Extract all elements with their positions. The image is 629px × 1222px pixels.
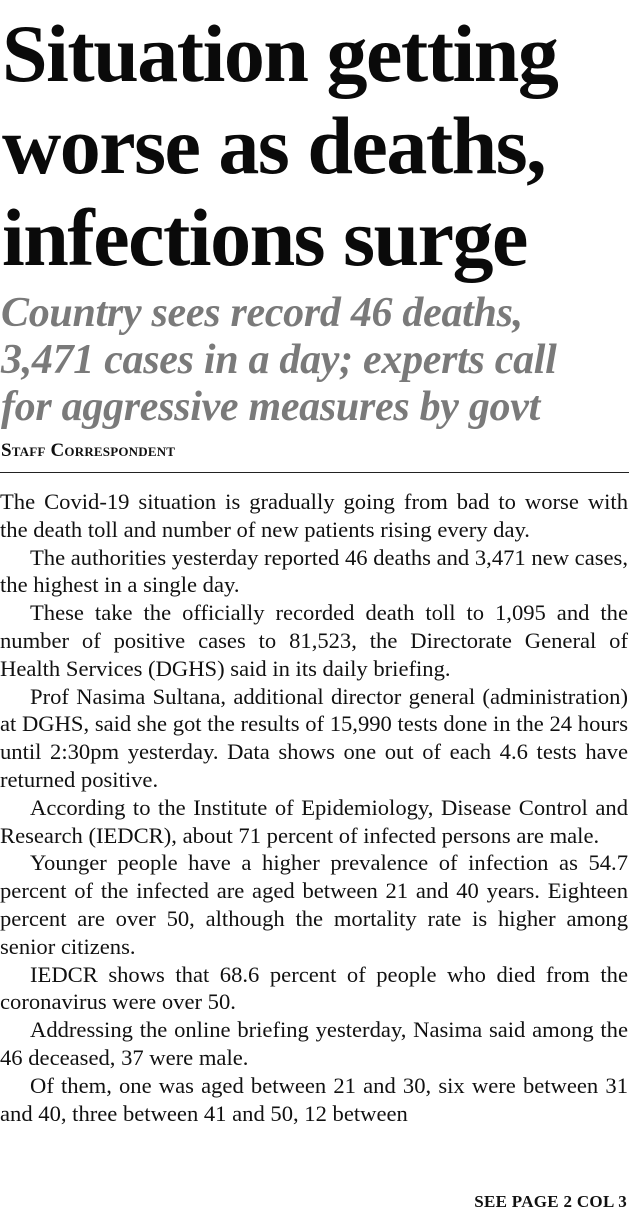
body-paragraph: The authorities yesterday reported 46 deaths and 3,471 new cases, the highest in a single day. — [0, 544, 628, 598]
body-paragraph: The Covid-19 situation is gradually going from bad to worse with the death toll and number of new patients rising every day. — [0, 489, 628, 542]
body-paragraph: These take the officially recorded death toll to 1,095 and the number of positive cases to 81,523, the Directorate General of Health Services (DGHS) said in its daily briefing. — [0, 600, 628, 681]
continuation-jump-line: SEE PAGE 2 COL 3 — [474, 1192, 627, 1211]
byline: Staff Correspondent — [1, 440, 176, 461]
body-paragraph: Addressing the online briefing yesterday, Nasima said among the 46 deceased, 37 were male. — [0, 1017, 628, 1070]
body-paragraph: Younger people have a higher prevalence of infection as 54.7 percent of the infected are aged between 21 and 40 years. Eighteen percent are over 50, although the mortality rate is higher among senior citizens. — [0, 850, 628, 959]
headline-line: infections surge — [2, 192, 527, 283]
headline — [2, 8, 628, 284]
body-paragraph: According to the Institute of Epidemiology, Disease Control and Research (IEDCR), about 71 percent of infected persons are male. — [0, 794, 628, 848]
body-paragraph: IEDCR shows that 68.6 percent of people who died from the coronavirus were over 50. — [0, 961, 628, 1015]
subheadline-line: for aggressive measures by govt — [1, 384, 540, 430]
article-body — [0, 488, 628, 1127]
subheadline-line: 3,471 cases in a day; experts call — [1, 337, 557, 383]
subheadline — [1, 290, 627, 431]
headline-line: Situation getting — [2, 8, 558, 99]
subheadline-line: Country sees record 46 deaths, — [1, 290, 523, 336]
byline-divider — [0, 472, 629, 473]
body-paragraph: Prof Nasima Sultana, additional director general (administration) at DGHS, said she got the results of 15,990 tests done in the 24 hours until 2:30pm yesterday. Data shows one out of each 4.6 tests have returned positive. — [0, 683, 628, 792]
headline-line: worse as deaths, — [2, 100, 546, 191]
body-paragraph: Of them, one was aged between 21 and 30, six were between 31 and 40, three between 41 and 50, 12 between — [0, 1072, 628, 1126]
